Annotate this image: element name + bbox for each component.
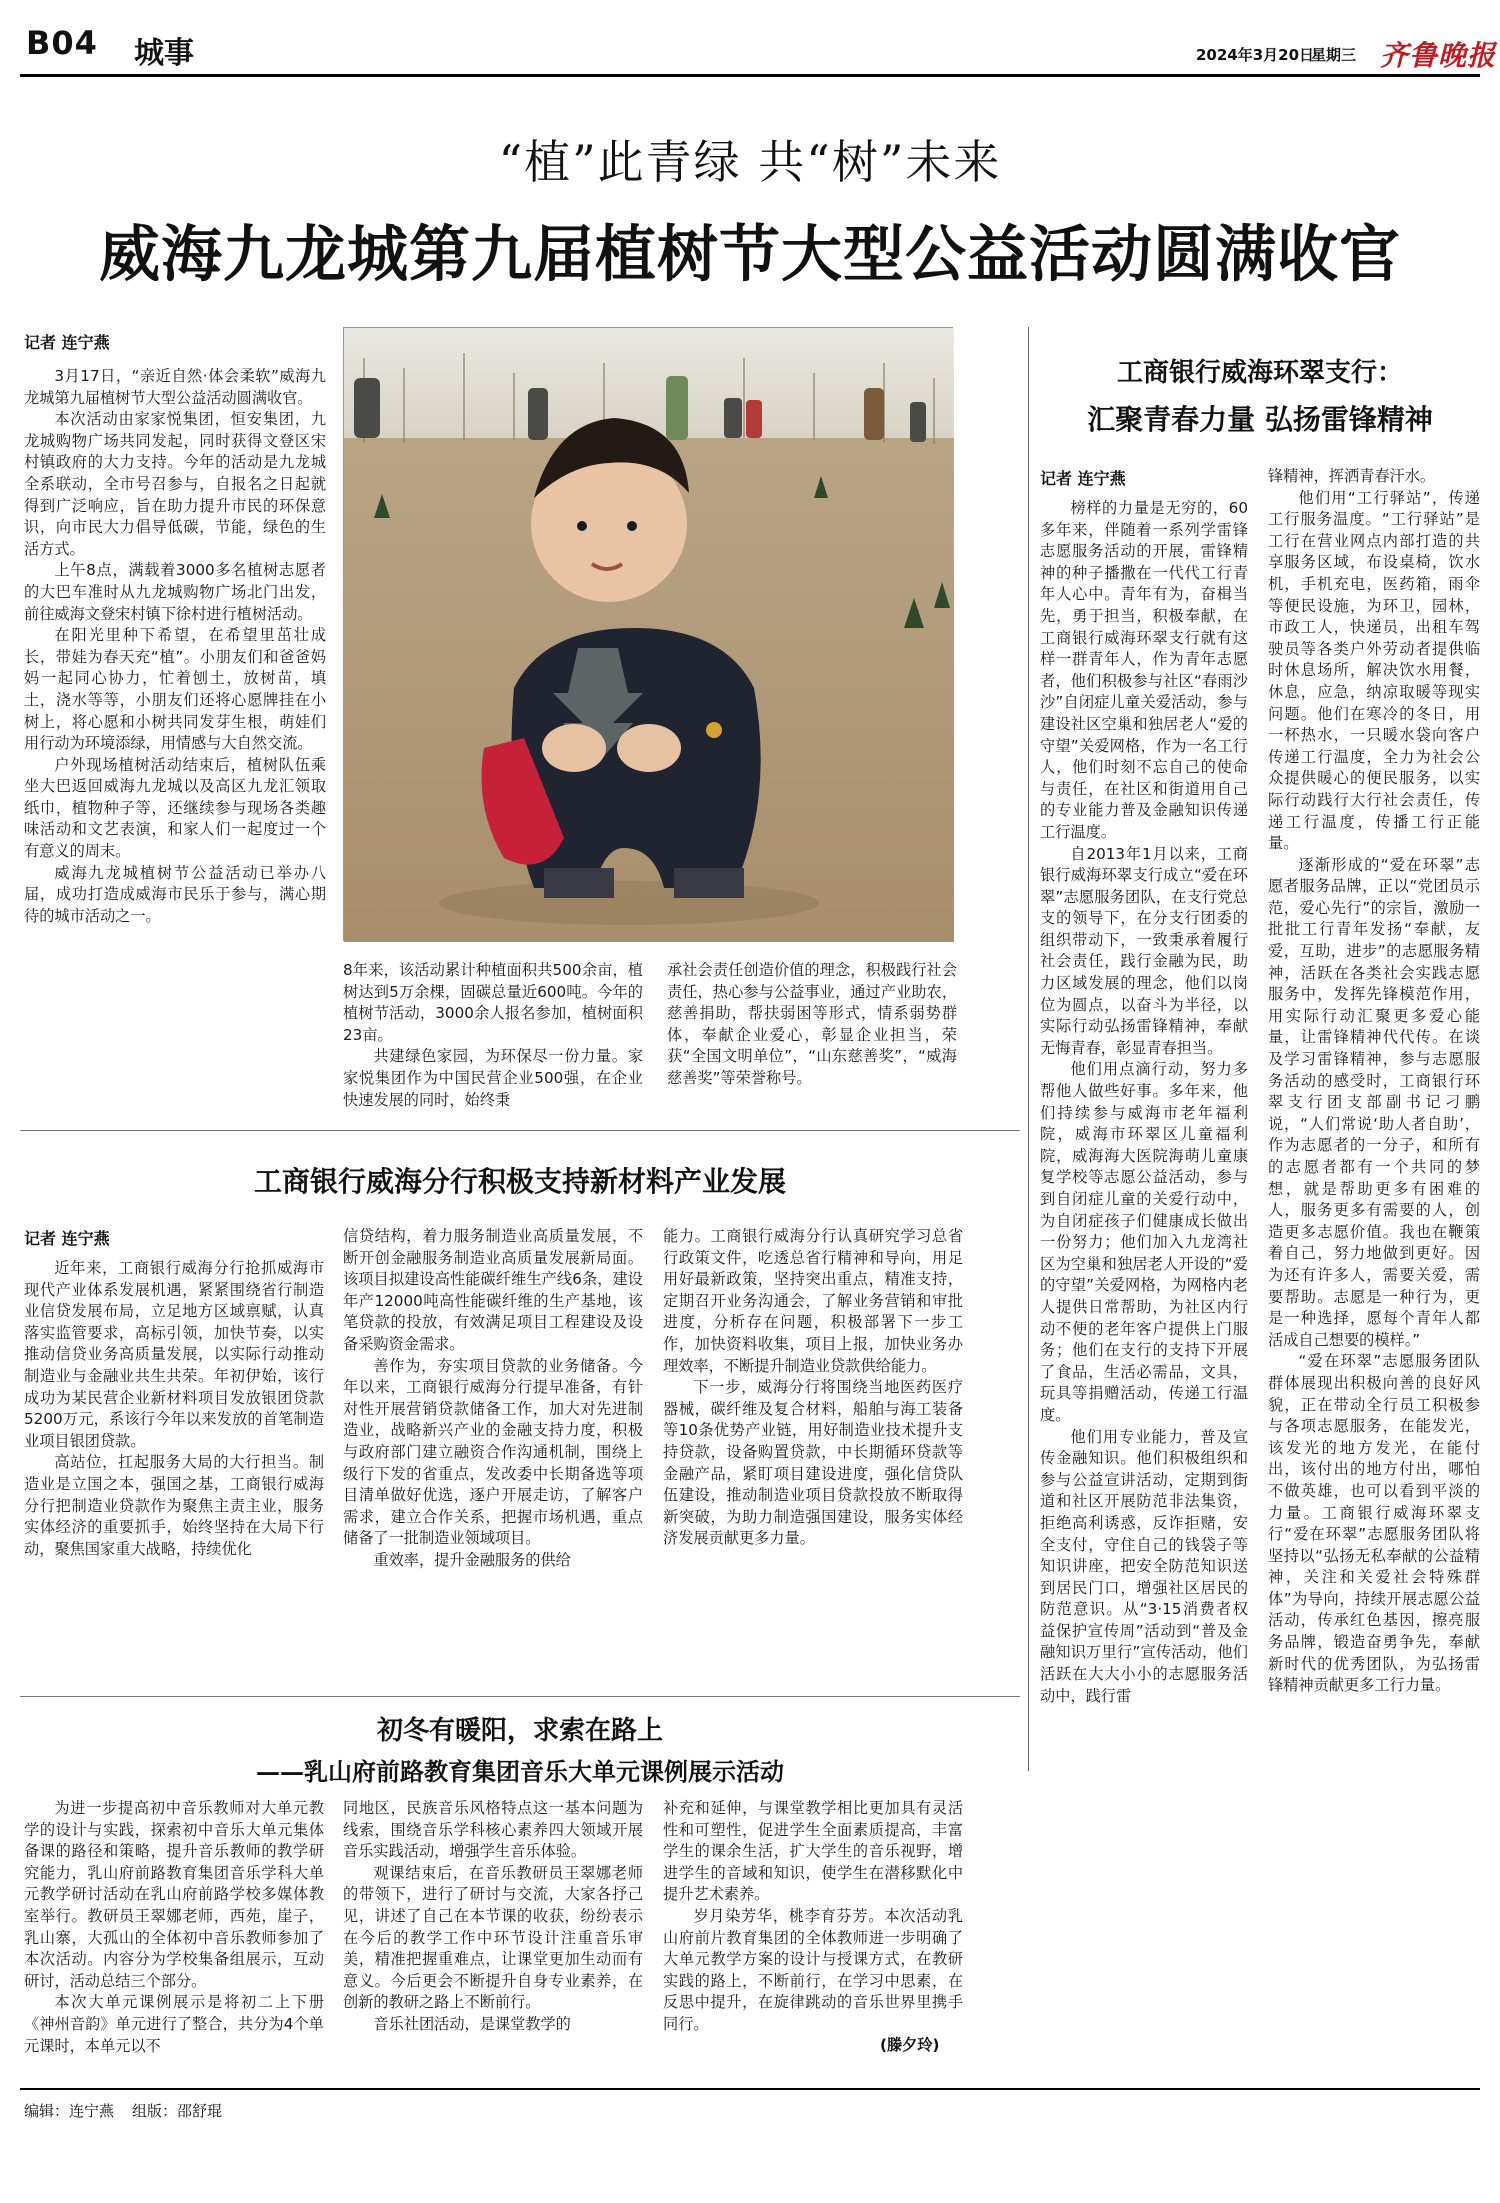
issue-date: 2024年3月20日 (1196, 46, 1315, 64)
music-title: 初冬有暖阳，求索在路上 (376, 1716, 663, 1746)
paragraph: 8年来，该活动累计种植面积共500余亩，植树达到5万余棵，固碳总量近600吨。今年的植树节活动，3000余人报名参加，植树面积23亩。 (343, 961, 643, 1044)
paragraph: 补充和延伸，与课堂教学相比更加具有灵活性和可塑性，促进学生全面素质提高，丰富学生的课余生活，扩大学生的音乐视野，增进学生的音域和知识，使学生在潜移默化中提升艺术素养。 (663, 1799, 963, 1904)
music-column-2 (343, 1798, 643, 2056)
paragraph: 本次活动由家家悦集团，恒安集团，九龙城购物广场共同发起，同时获得文登区宋村镇政府的大力支持。今年的活动是九龙城全系联动，全市号召参与，自报名之日起就得到广泛响应，旨在助力提升市民的环保意识，向市民大力倡导低碳，节能，绿色的生活方式。 (24, 410, 326, 558)
paragraph: 为进一步提高初中音乐教师对大单元教学的设计与实践，探索初中音乐大单元集体备课的路径和策略，提升音乐教师的教学研究能力，乳山府前路教育集团音乐学科大单元教学研讨活动在乳山府前路学校多媒体教室举行。教研员王翠娜老师，西苑，崖子，乳山寨，大孤山的全体初中音乐教师参加了本次活动。内容分为学校集备组展示，互动研讨，活动总结三个部分。 (24, 1799, 324, 1990)
lead-column-3 (667, 960, 957, 1094)
paragraph: 高站位，扛起服务大局的大行担当。制造业是立国之本，强国之基，工商银行威海分行把制造业贷款作为聚焦主责主业，服务实体经济的重要抓手，始终坚持在大局下行动，聚焦国家重大战略，持续优化 (24, 1453, 324, 1558)
paragraph: 逐渐形成的“爱在环翠”志愿者服务品牌，正以“党团员示范，爱心先行”的宗旨，激励一批批工行青年发扬“奉献，友爱，互助，进步”的志愿服务精神，活跃在各类社会实践志愿服务中，发挥先锋模范作用，用实际行动汇聚更多爱心能量，让雷锋精神代代传。在谈及学习雷锋精神，参与志愿服务活动的感受时，工商银行环翠支行团支部副书记刁鹏说，“人们常说‘助人者自助’，作为志愿者的一分子，和所有的志愿者都有一个共同的梦想，就是帮助更多有困难的人，服务更多有需要的人，创造更多志愿价值。我也在鞭策着自己，努力地做到更好。因为还有许多人，需要关爱，需要帮助。志愿是一种行为，更是一种选择，愿每个青年人都活成自己想要的模样。” (1268, 855, 1480, 1349)
lead-kicker: “植”此青绿 共“树”未来 (498, 135, 1002, 189)
mid-headline: 工商银行威海分行积极支持新材料产业发展 (253, 1165, 786, 1198)
paragraph: 锋精神，挥洒青春汗水。 (1268, 467, 1436, 485)
paragraph: 承社会责任创造价值的理念，积极践行社会责任，热心参与公益事业，通过产业助农，慈善捐助，帮扶弱困等形式，情系弱势群体，奉献企业爱心，彰显企业担当，荣获“全国文明单位”，“山东慈善奖”，“威海慈善奖”等荣誉称号。 (667, 961, 957, 1087)
paper-logo: 齐鲁晚报 (1380, 39, 1497, 72)
mid-column-3 (663, 1226, 963, 1678)
mid-column-1 (24, 1258, 324, 1678)
paragraph: 重效率，提升金融服务的供给 (373, 1550, 571, 1569)
masthead-rule (20, 74, 1480, 77)
paragraph: 下一步，威海分行将围绕当地医药医疗器械，碳纤维及复合材料，船舶与海工装备等10条优势产业链，用好制造业技术提升支持贷款，设备购置贷款，中长期循环贷款等金融产品，紧盯项目建设进度，强化信贷队伍建设，推动制造业项目贷款投放不断取得新突破，为助力制造强国建设，服务实体经济发展贡献更多力量。 (663, 1378, 963, 1548)
page-code: B04 (26, 24, 98, 62)
paragraph: 善作为，夯实项目贷款的业务储备。今年以来，工商银行威海分行提早准备，有针对性开展营销贷款储备工作，加大对先进制造业，战略新兴产业的金融支持力度，积极与政府部门建立融资合作沟通机制，围绕上级行下发的省重点，发改委中长期备选等项目清单做好优选，逐户开展走访，了解客户需求，建立合作关系，把握市场机遇，重点储备了一批制造业领域项目。 (343, 1356, 643, 1548)
paragraph: 信贷结构，着力服务制造业高质量发展，不断开创金融服务制造业高质量发展新局面。该项目拟建设高性能碳纤维生产线6条，建设年产12000吨高性能碳纤维的生产基地，该笔贷款的投放，有效满足项目工程建设及设备采购资金需求。 (343, 1227, 643, 1353)
paragraph: 音乐社团活动，是课堂教学的 (373, 2014, 571, 2033)
right-column-b (1268, 466, 1480, 2078)
paragraph: 榜样的力量是无穷的，60多年来，伴随着一系列学雷锋志愿服务活动的开展，雷锋精神的种子播撒在一代代工行青年人心中。青年有为，奋楫当先，勇于担当，积极奉献，在工商银行威海环翠支行就有这样一群青年人，作为青年志愿者，他们积极参与社区“春雨沙沙”自闭症儿童关爱活动，参与建设社区空巢和独居老人“爱的守望”关爱网格，作为一名工行人，他们时刻不忘自己的使命与责任，在社区和街道用自己的专业能力普及金融知识传递工行温度。 (1040, 499, 1248, 841)
footer-editor: 编辑：连宁燕 (24, 2102, 115, 2120)
paragraph: “爱在环翠”志愿服务团队群体展现出积极向善的良好风貌，正在带动全行员工积极参与各项志愿服务，在能发光，该发光的地方发光，在能付出，该付出的地方付出，哪怕不做英雄，也可以看到平淡的力量。工商银行威海环翠支行“爱在环翠”志愿服务团队将坚持以“弘扬无私奉献的公益精神，关注和关爱社会特殊群体”为导向，持续开展志愿公益活动，传承红色基因，擦亮服务品牌，锻造奋勇争先，奉献新时代的优秀团队，为弘扬雷锋精神贡献更多工行力量。 (1268, 1352, 1480, 1695)
right-byline: 记者 连宁燕 (1040, 469, 1126, 488)
music-subtitle: ——乳山府前路教育集团音乐大单元课例展示活动 (256, 1757, 784, 1786)
mid-top-rule (20, 1130, 1020, 1131)
music-column-3 (663, 1798, 963, 2034)
right-column-a (1040, 498, 1248, 2078)
paragraph: 本次大单元课例展示是将初二上下册《神州音韵》单元进行了整合，共分为4个单元课时，本单元以不 (24, 1993, 324, 2055)
section-name: 城事 (134, 36, 194, 71)
paragraph: 3月17日，“亲近自然·体会柔软”威海九龙城第九届植树节大型公益活动圆满收官。 (24, 367, 326, 407)
paragraph: 岁月染芳华，桃李育芬芳。本次活动乳山府前片教育集团的全体教师进一步明确了大单元教学方案的设计与授课方式，在教研实践的路上，不断前行，在学习中思素，在反思中提升，在旋律跳动的音乐世界里携手同行。 (663, 1906, 963, 2033)
lead-headline: 威海九龙城第九届植树节大型公益活动圆满收官 (98, 219, 1401, 290)
issue-weekday: 星期三 (1311, 46, 1357, 64)
paragraph: 他们用“工行驿站”，传递工行服务温度。“工行驿站”是工行在营业网点内部打造的共享服务区域，布设桌椅，饮水机，手机充电，医药箱，雨伞等便民设施，为环卫，园林，市政工人，快递员，出租车驾驶员等各类户外劳动者提供临时休息场所，解决饮水用餐，休息，应急，纳凉取暖等现实问题。他们在寒冷的冬日，用一杯热水，一只暖水袋向客户传递工行温度，全力为社会公众提供暖心的便民服务，以实际行动践行大行社会责任，传递工行温度，传播工行正能量。 (1268, 488, 1480, 853)
mid-byline: 记者 连宁燕 (24, 1229, 110, 1248)
music-author: (滕夕玲) (880, 2036, 940, 2054)
music-column-1 (24, 1798, 324, 2056)
paragraph: 威海九龙城植树节公益活动已举办八届，成功打造成威海市民乐于参与，满心期待的城市活动之一。 (24, 863, 326, 925)
right-title-line-2: 汇聚青春力量 弘扬雷锋精神 (1087, 403, 1433, 436)
paragraph: 上午8点，满载着3000多名植树志愿者的大巴车准时从九龙城购物广场北门出发，前往威海文登宋村镇下徐村进行植树活动。 (24, 561, 326, 623)
paragraph: 近年来，工商银行威海分行抢抓威海市现代产业体系发展机遇，紧紧围绕省行制造业信贷发展布局，立足地方区域禀赋，认真落实监管要求，高标引领，加快节奏，以实推动信贷业务高质量发展，以实际行动推动制造业与金融业共生共荣。年初伊始，该行成功为某民营企业新材料项目发放银团贷款5200万元，系该行今年以来发放的首笔制造业项目银团贷款。 (24, 1259, 324, 1450)
lead-column-2 (343, 960, 643, 1109)
paragraph: 观课结束后，在音乐教研员王翠娜老师的带领下，进行了研讨与交流，大家各抒己见，讲述了自己在本节课的收获，纷纷表示在今后的教学工作中环节设计注重音乐审美，精准把握重难点，让课堂更加生动而有意义。今后更会不断提升自身专业素养，在创新的教研之路上不断前行。 (343, 1863, 643, 2012)
music-top-rule (20, 1696, 1020, 1697)
column-divider (1028, 327, 1029, 1771)
paragraph: 同地区，民族音乐风格特点这一基本问题为线索，围绕音乐学科核心素养四大领域开展音乐实践活动，增强学生音乐体验。 (343, 1799, 643, 1861)
lead-byline: 记者 连宁燕 (24, 333, 110, 352)
mid-column-2 (343, 1226, 643, 1678)
lead-photo (343, 327, 953, 941)
paragraph: 能力。工商银行威海分行认真研究学习总省行政策文件，吃透总省行精神和导向，用足用好最新政策，坚持突出重点，精准支持，定期召开业务沟通会，了解业务营销和审批进度，分析存在问题，积极部署下一步工作，加快资料收集，项目上报，加快业务办理效率，不断提升制造业贷款供给能力。 (663, 1227, 963, 1375)
lead-column-1 (24, 366, 326, 1094)
paragraph: 自2013年1月以来，工商银行威海环翠支行成立“爱在环翠”志愿服务团队，在支行党总支的领导下，在分支行团委的组织带动下，一致秉承着履行社会责任，践行金融为民，助力区域发展的理念，他们以岗位为圆点，以奋斗为半径，以实际行动弘扬雷锋精神，奉献无悔青春，彰显青春担当。 (1040, 844, 1248, 1057)
paragraph: 户外现场植树活动结束后，植树队伍乘坐大巴返回威海九龙城以及高区九龙汇领取纸巾，植物种子等，还继续参与现场各类趣味活动和文艺表演，和家人们一起度过一个有意义的周末。 (24, 755, 326, 861)
paragraph: 他们用点滴行动，努力多帮他人做些好事。多年来，他们持续参与威海市老年福利院，威海市环翠区儿童福利院，威海海大医院海萌儿童康复学校等志愿公益活动，参与到自闭症儿童的关爱行动中，为自闭症孩子们健康成长做出一份努力；他们加入九龙湾社区为空巢和独居老人开设的“爱的守望”关爱网格，为网格内老人提供日常帮助，为社区内行动不便的老年客户提供上门服务；他们在支行的支持下开展了食品，生活必需品，文具，玩具等捐赠活动，传递工行温度。 (1040, 1060, 1248, 1424)
paragraph: 他们用专业能力，普及宣传金融知识。他们积极组织和参与公益宣讲活动，定期到街道和社区开展防范非法集资，拒绝高利诱惑，反诈拒赌，安全支付，守住自己的钱袋子等知识讲座，把安全防范知识送到居民门口，增强社区居民的防范意识。从“3·15消费者权益保护宣传周”活动到“普及金融知识万里行”宣传活动，他们活跃在大大小小的志愿服务活动中，践行雷 (1040, 1427, 1248, 1705)
footer-layout: 组版：邵舒琨 (132, 2102, 223, 2120)
footer-rule (20, 2088, 1480, 2090)
paragraph: 在阳光里种下希望，在希望里茁壮成长，带娃为春天充“植”。小朋友们和爸爸妈妈一起同心协力，忙着刨土，放树苗，填土，浇水等等，小朋友们还将心愿牌挂在小树上，将心愿和小树共同发芽生根，萌娃们用行动为环境添绿，用情感与大自然交流。 (24, 626, 326, 753)
right-title-line-1: 工商银行威海环翠支行： (1116, 358, 1403, 388)
paragraph: 共建绿色家园，为环保尽一份力量。家家悦集团作为中国民营企业500强，在企业快速发展的同时，始终秉 (343, 1047, 643, 1109)
